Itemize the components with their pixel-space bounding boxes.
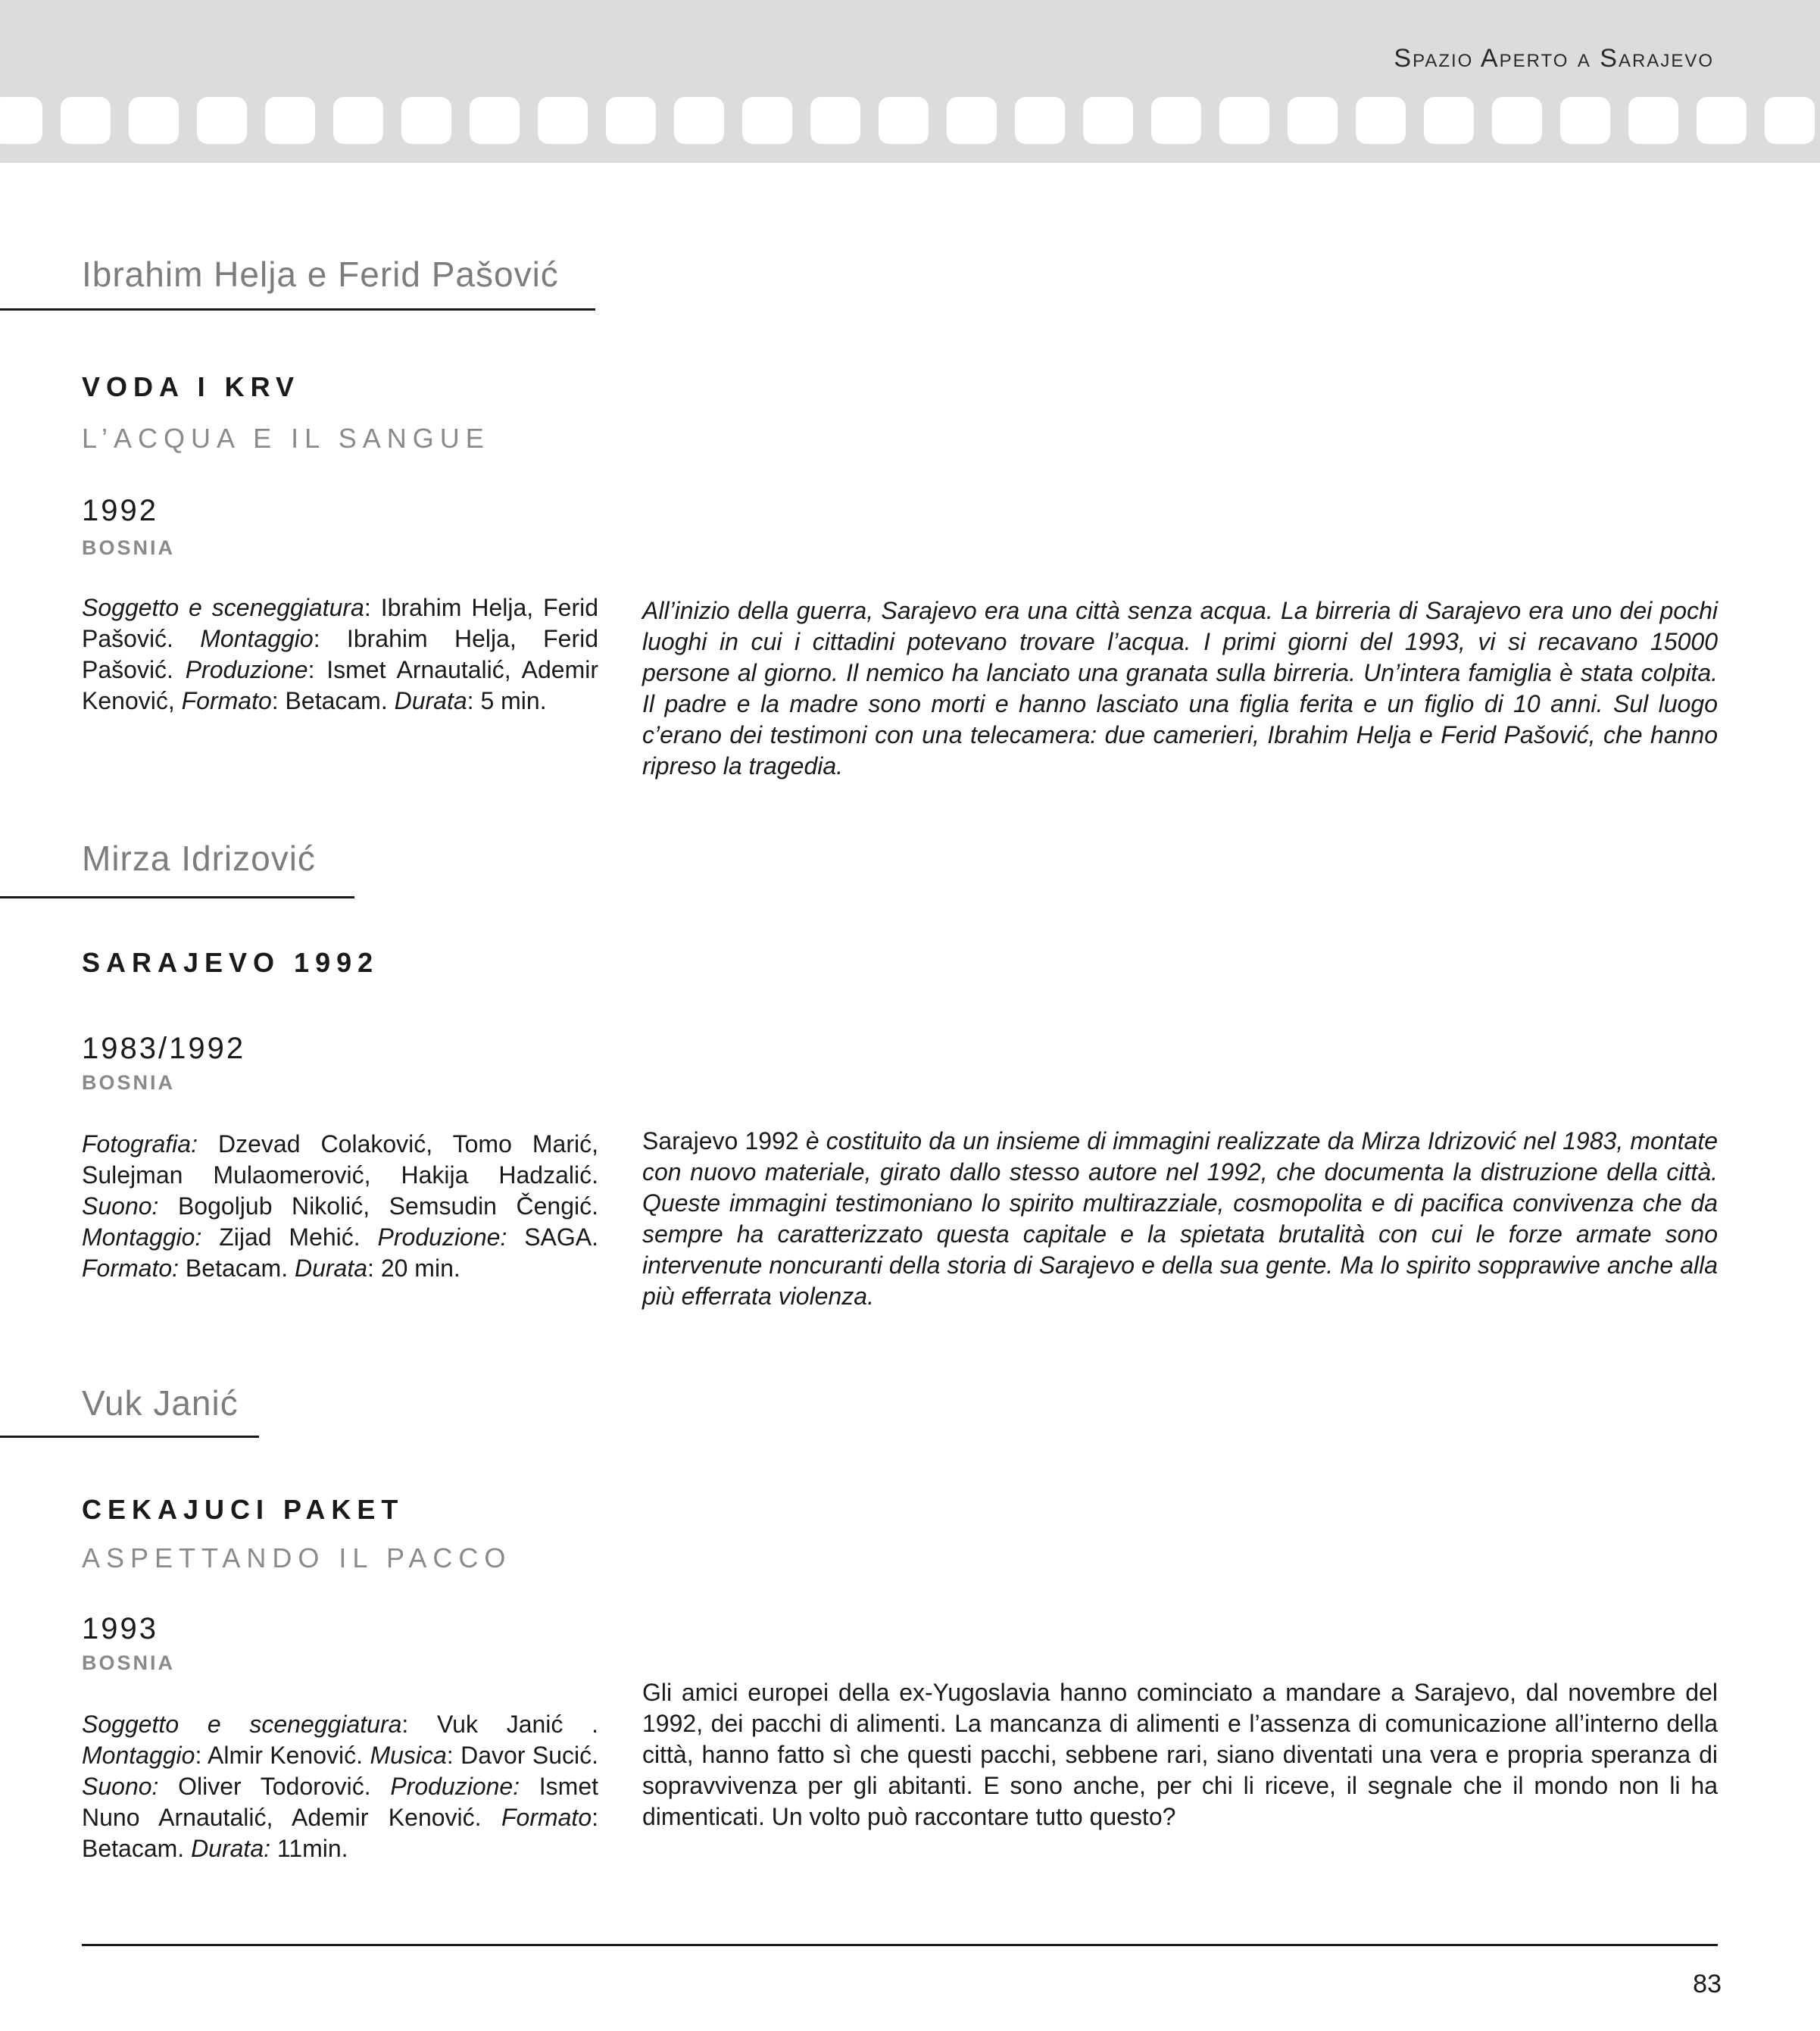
credit-value: SAGA. [524,1223,599,1251]
credit-value: Oliver Todorović. [178,1773,391,1800]
film-year: 1992 [82,494,158,527]
film-country: BOSNIA [82,1071,176,1094]
film-credits [82,592,598,717]
film-hole [1560,97,1610,144]
synopsis-lead: Sarajevo 1992 [642,1127,799,1155]
credit-label: Formato: [82,1255,180,1282]
film-hole [1083,97,1133,144]
film-hole [1151,97,1201,144]
credit-label: Produzione [185,656,308,683]
credit-label: Fotografia: [82,1130,198,1158]
film-hole [1697,97,1747,144]
film-hole [265,97,315,144]
film-hole [129,97,179,144]
credit-separator: : [307,656,327,683]
credit-label: Suono: [82,1773,159,1800]
film-credits [82,1129,598,1284]
director-name: Ibrahim Helja e Ferid Pašović [82,255,559,294]
film-hole [0,97,42,144]
credit-value: Zijad Mehić. [219,1223,378,1251]
film-hole [61,97,111,144]
credit-label: Soggetto e sceneggiatura [82,1711,402,1738]
film-hole [1015,97,1065,144]
header-film-strip [0,0,1820,163]
film-hole [947,97,997,144]
film-hole [1628,97,1678,144]
credit-separator: : [592,1804,598,1831]
credit-separator [179,1255,186,1282]
director-underline [0,896,354,898]
credit-label: Durata [394,687,467,714]
film-synopsis: All’inizio della guerra, Sarajevo era una città senza acqua. La birreria di Sarajevo era uno dei pochi luoghi in cui i cittadini potevano trovare l’acqua. I primi giorni del 1993, vi si recavano 15000 persone al giorno. Il nemico ha lanciato una granata sulla birreria. Un’intera famiglia è stata colpita. Il padre e la madre sono morti e hanno lasciato una figlia ferita e un figlio di 10 anni. Sul luogo c’erano dei testimoni con una telecamera: due camerieri, Ibrahim Helja e Ferid Pašović, che hanno ripreso la tragedia. [642,597,1718,780]
credit-value: Dzevad Colaković, Tomo Marić, Sulejman Mulaomerović, Hakija Hadzalić. [82,1130,599,1189]
credit-label: Produzione: [377,1223,507,1251]
film-year: 1993 [82,1612,158,1645]
director-name: Mirza Idrizović [82,839,316,878]
footer-rule [82,1944,1718,1946]
running-title: Spazio Aperto a Sarajevo [1394,44,1714,73]
credit-separator: : [446,1742,461,1769]
credit-value: Vuk Janić . [437,1711,599,1738]
credit-separator [520,1773,539,1800]
credit-separator: : [195,1742,208,1769]
credit-label: Formato [181,687,272,714]
credit-value: Ismet Arnautalić, Ademir Kenović, [82,656,599,714]
credit-label: Durata: [191,1835,270,1862]
credit-value: Ibrahim Helja, Ferid Pašović. [82,625,598,683]
credit-value: Betacam. [185,1255,295,1282]
film-credits [82,1709,598,1864]
credit-separator: : [271,687,286,714]
director-name: Vuk Janić [82,1383,239,1423]
film-hole [742,97,792,144]
film-perforations [0,97,1820,145]
film-hole [1492,97,1542,144]
credit-label: Montaggio: [82,1223,202,1251]
director-underline [0,308,595,311]
credit-label: Musica [370,1742,447,1769]
credit-value: Betacam. [285,687,395,714]
credit-separator [198,1130,218,1158]
credit-label: Soggetto e sceneggiatura [82,594,364,621]
credit-label: Suono: [82,1192,159,1220]
film-hole [810,97,860,144]
film-country: BOSNIA [82,536,176,559]
credit-label: Durata [294,1255,368,1282]
credit-separator: : [467,687,481,714]
film-synopsis: Gli amici europei della ex-Yugoslavia hanno cominciato a mandare a Sarajevo, dal novembre del 1992, dei pacchi di alimenti. La mancanza di alimenti e l’assenza di comunicazione all’interno della città, hanno fatto sì che questi pacchi, sebbene rari, siano diventati una vera e propria speranza di sopravvivenza per gli abitanti. E sono anche, per chi li riceve, il segnale che il mondo non li ha dimenticati. Un volto può raccontare tutto questo? [642,1679,1718,1830]
film-hole [674,97,724,144]
film-hole [1765,97,1815,144]
director-underline [0,1436,259,1438]
credit-label: Formato [501,1804,592,1831]
film-hole [401,97,451,144]
film-hole [197,97,247,144]
credit-value: 11min. [276,1835,348,1862]
credit-value: Bogoljub Nikolić, Semsudin Čengić. [177,1192,599,1220]
credit-separator [507,1223,524,1251]
credit-value: Ismet Nuno Arnautalić, Ademir Kenović. [82,1773,599,1831]
film-hole [333,97,383,144]
film-year: 1983/1992 [82,1032,246,1065]
film-hole [879,97,929,144]
synopsis-body: è costituito da un insieme di immagini realizzate da Mirza Idrizović nel 1983, montate con nuovo materiale, girato dallo stesso autore nel 1992, che documenta la distruzione della città. Queste immagini testimoniano lo spirito multirazziale, cosmopolita e di pacifica convivenza che da sempre ha caratterizzato questa capitale e la spietata brutalità con cui le forze armate sono intervenute noncuranti della storia di Sarajevo e della sua gente. Ma lo spirito sopprawive anche alla più efferrata violenza. [642,1127,1719,1310]
film-subtitle: ASPETTANDO IL PACCO [82,1542,512,1573]
film-hole [470,97,520,144]
film-hole [1288,97,1338,144]
credit-separator [270,1835,277,1862]
film-synopsis [642,1126,1718,1312]
page-number: 83 [1693,1970,1722,1998]
credit-label: Produzione: [390,1773,520,1800]
credit-separator: : [401,1711,438,1738]
credit-value: Almir Kenović. [207,1742,370,1769]
credit-label: Montaggio [200,625,314,652]
film-title: CEKAJUCI PAKET [82,1494,404,1525]
film-country: BOSNIA [82,1651,176,1674]
credit-label: Montaggio [82,1742,195,1769]
film-hole [1424,97,1474,144]
film-hole [606,97,656,144]
film-hole [538,97,588,144]
film-title: VODA I KRV [82,371,301,402]
credit-value: 20 min. [380,1255,460,1282]
film-subtitle: L’ACQUA E IL SANGUE [82,423,490,454]
credit-value: Betacam. [82,1835,192,1862]
credit-value: Ibrahim Helja, Ferid Pašović. [82,594,599,652]
credit-separator [158,1773,178,1800]
credit-separator [201,1223,219,1251]
film-hole [1219,97,1269,144]
film-title: SARAJEVO 1992 [82,947,379,978]
credit-separator: : [313,625,347,652]
credit-value: 5 min. [480,687,547,714]
credit-separator: : [367,1255,381,1282]
credit-separator: : [364,594,381,621]
credit-value: Davor Sucić. [460,1742,599,1769]
film-hole [1356,97,1406,144]
credit-separator [158,1192,178,1220]
